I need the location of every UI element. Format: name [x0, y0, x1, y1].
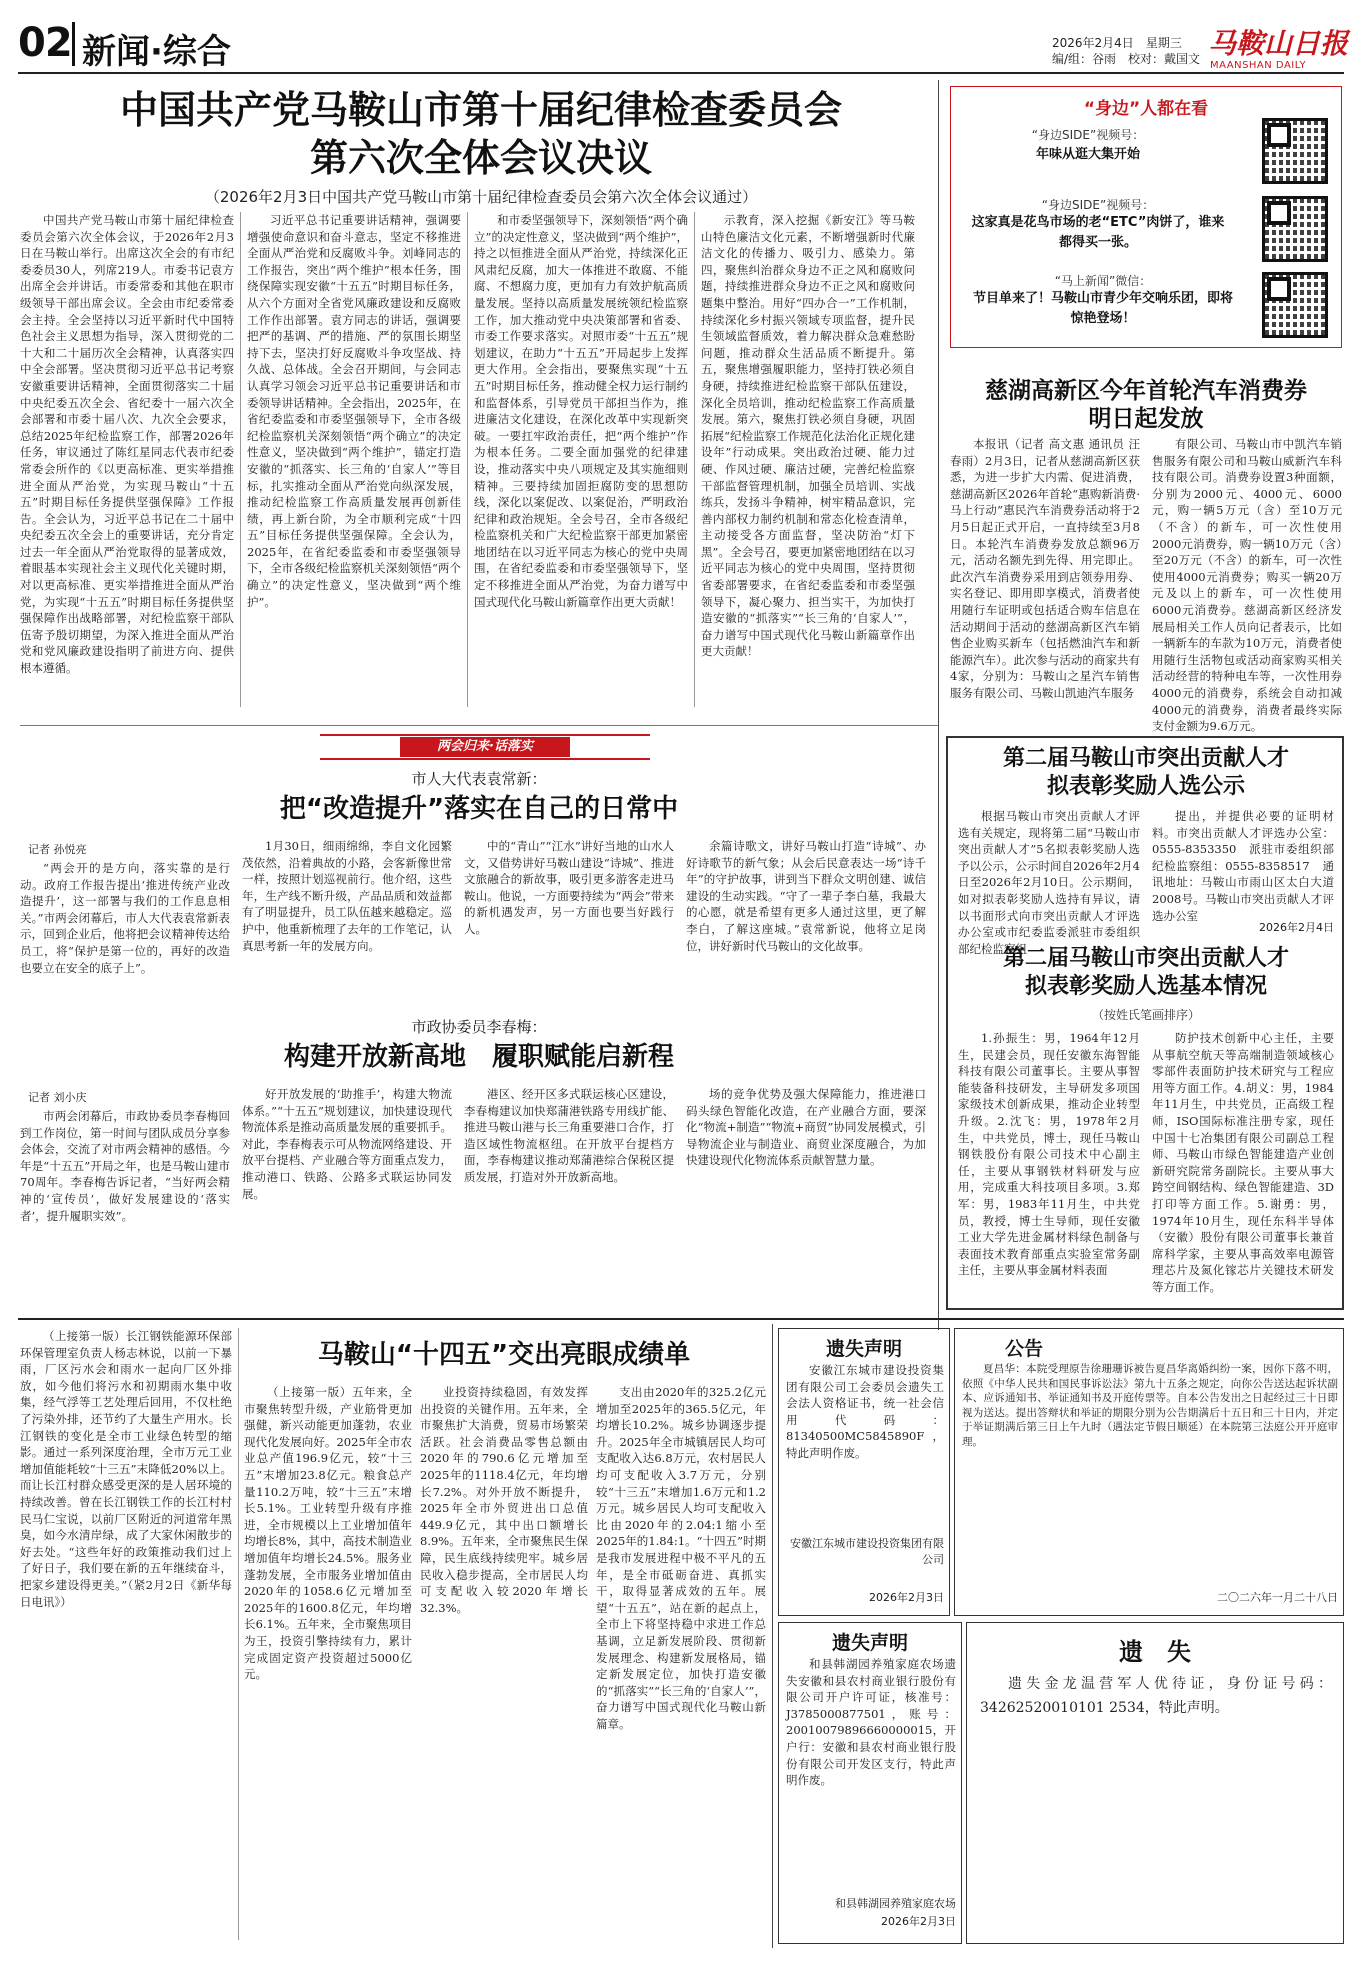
qr-code-icon[interactable] [1262, 196, 1328, 262]
lead-col-2: 习近平总书记重要讲话精神，强调要增强使命意识和奋斗意志，坚定不移推进全面从严治党和反腐败斗争。刘峰同志的工作报告，突出“两个维护”根本任务，围绕保障实现安徽“十五五”时期目标任务，从六个方面对全省党风廉政建设和反腐败工作作出部署。袁方同志的讲话，强调要把严的基调、严的措施、严的氛围长期坚持下去，坚决打好反腐败斗争攻坚战、持久战、总体战。全会召开期间，与会同志认真学习领会习近平总书记重要讲话和市委领导讲话精神。全会指出，2025年，在省纪委监委和市委坚强领导下，全市各级纪检监察机关深刻领悟“两个确立”的决定性意义，坚决做到“两个维护”，锚定打造安徽的“抓落实、长三角的‘自家人’”等目标，扎实推动全面从严治党向纵深发展，推动纪检监察工作高质量发展再创新佳绩，再上新台阶，为全市顺利完成“十四五”目标任务提供坚强保障。全会认为，2025年，在省纪委监委和市委坚强领导下，全市各级纪检监察机关深刻领悟“两个确立”的决定性意义，坚决做到“两个维护”。 [247, 213, 461, 609]
sidebar-item-title: 年味从逛大集开始 [1035, 147, 1140, 162]
lost-notice-1-title: 遗失声明 [825, 1338, 902, 1360]
sidebar-item-label: “身边SIDE”视频号： [1041, 198, 1155, 212]
sidebar-divider [938, 80, 939, 1330]
consumer-headline-2: 明日起发放 [1088, 406, 1204, 432]
feature1-col-4: 余篇诗歌文，讲好马鞍山打造“诗城”、办好诗歌节的新气象；从会后民意表达一场“诗千年”的守护故事，讲到当下群众文明创建、诚信建设的生动实践。“守了一辈子李白墓，我最大的心愿，就是希望有更多人通过这里，更了解李白，了解这座城。”袁常新说，他将立足岗位，讲好新时代马鞍山的文化故事。 [686, 839, 926, 953]
col-divider [772, 1324, 773, 1948]
feature1-col-1: “两会开的是方向，落实靠的是行动。政府工作报告提出‘推进传统产业改造提升’，这一部署与我们的工作息息相关。”市两会闭幕后，市人大代表袁常新表示，回到企业后，他将把会议精神传达给员工，将“保护是第一位的，再好的改造也要立在安全的底子上”。 [20, 861, 230, 975]
feature2-col-2: 好开放发展的‘助推手’，构建大物流体系。”“十五五”规划建议，加快建设现代物流体系是推动高质量发展的重要抓手。对此，李春梅表示可从物流网络建设、开放平台提档、产业融合等方面重点发力，推动港口、铁路、公路多式联运协同发展。 [242, 1087, 452, 1201]
lost-notice-1-sign: 安徽江东城市建设投资集团有限公司 [790, 1537, 944, 1566]
qr-code-icon[interactable] [1262, 272, 1328, 338]
feature2-col-3: 港区、经开区多式联运核心区建设，李春梅建议加快郑蒲港铁路专用线扩能、推进马鞍山港与长三角重要港口合作，打造区域性物流枢纽。在开放平台提档方面，李春梅建议推动郑蒲港综合保税区提质发展，打造对外开放新高地。 [464, 1087, 674, 1184]
fiveyear-left-col: （上接第一版）长江钢铁能源环保部环保管理室负责人杨志林说，以前一下暴雨，厂区污水会和雨水一起向厂区外排放，如今他们将污水和初期雨水集中收集，经气浮等工艺处理后回用，不仅杜绝了污染外排，还节约了大量生产用水。长江钢铁的变化是全市工业绿色转型的缩影。通过一系列深度治理，全市万元工业增加值能耗较“十三五”末降低20%以上。而让长江村群众感受更深的是人居环境的持续改善。曾在长江钢铁工作的长江村村民马仁宝说，以前厂区附近的河道常年黑臭，如今水清岸绿，成了大家休闲散步的好去处。“这些年好的政策推动我们过上了好日子，我们要在新的五年继续奋斗，把家乡建设得更美。”（紧2月2日《新华每日电讯》） [20, 1329, 232, 1609]
page-number: 02 [18, 20, 72, 66]
lost-notice-2-date: 2026年2月3日 [881, 1915, 956, 1928]
feature2-col-1: 市两会闭幕后，市政协委员李春梅回到工作岗位，第一时间与团队成员分享参会体会，交流了对市两会精神的感悟。今年是“十五五”开局之年，也是马鞍山建市70周年。李春梅告诉记者，“当好两会精神的‘宣传员’，做好发展建设的‘落实者’，提升履职实效”。 [20, 1109, 230, 1223]
feature2-reporter: 记者 刘小庆 [28, 1091, 87, 1104]
consumer-col-2: 有限公司、马鞍山市中凯汽车销售服务有限公司和马鞍山威新汽车科技有限公司。消费券设置3种面额，分别为2000元、4000元、6000元，购一辆5万元（含）至10万元（不含）的新车，可一次性使用2000元消费券，购一辆10万元（含）至20万元（不含）的新车，可一次性使用4000元消费券；购买一辆20万元及以上的新车，可一次性使用6000元消费券。慈湖高新区经济发展局相关工作人员向记者表示，比如一辆新车的车款为10万元，消费者使用随行生活物包或活动商家购买相关活动经营的特种电车等，一次性用券4000元的消费券，系统会自动扣减4000元的消费券，消费者最终实际支付金额为9.6万元。 [1152, 437, 1342, 734]
masthead-divider [72, 22, 75, 66]
feature2-col-4: 场的竞争优势及强大保障能力，推进港口码头绿色智能化改造，在产业融合方面，要深化“物流+制造”“物流+商贸”协同发展模式，引导物流企业与制造业、商贸业深度融合，为加快建设现代化物流体系贡献智慧力量。 [686, 1087, 926, 1168]
feature2-kicker: 市政协委员李春梅： [411, 1018, 547, 1036]
talent2-col-1: 1.孙振生：男，1964年12月生，民建会员，现任安徽东海智能科技有限公司董事长。主要从事智能装备科技研发，主导研发多项国家级技术创新成果，推动企业转型升级。2.沈飞：男，1978年2月生，中共党员，博士，现任马鞍山钢铁股份有限公司技术中心副主任，主要从事钢铁材料研发与应用，完成重大科技项目多项。3.郑军：男，1983年11月生，中共党员，教授，博士生导师，现任安徽工业大学先进金属材料绿色制备与表面技术教育部重点实验室常务副主任，主要从事金属材料表面 [958, 1031, 1140, 1278]
talent2-col-2: 防护技术创新中心主任，主要从事航空航天等高端制造领域核心零部件表面防护技术研究与工程应用等方面工作。4.胡义：男，1984年11月生，中共党员，正高级工程师，ISO国际标准注册专家，现任中国十七冶集团有限公司副总工程师、马鞍山市绿色智能建造产业创新研究院常务副院长。主要从事大跨空间钢结构、绿色智能建造、3D打印等方面工作。5.谢勇：男，1974年10月生，现任东科半导体（安徽）股份有限公司董事长兼首席科学家，主要从事高效率电源管理芯片及氮化镓芯片关键技术研发等方面工作。 [1152, 1031, 1334, 1294]
feature1-col-3: 中的“青山”“江水”讲好当地的山水人文，又借势讲好马鞍山建设“诗城”、推进文旅融合的新故事，吸引更多游客走进马鞍山。他说，一方面要持续为“两会”带来的新机遇发声，另一方面也要当好践行人。 [464, 839, 674, 936]
editor-credits: 编/组：谷雨 校对：戴国文 [1052, 52, 1201, 66]
announcement-title: 公告 [1004, 1338, 1043, 1360]
col-divider [694, 212, 695, 707]
lost-notice-3-title: 遗 失 [1119, 1638, 1191, 1666]
qr-code-icon[interactable] [1262, 118, 1328, 184]
fiveyear-col-1: （上接第一版）五年来，全市聚焦转型升级，产业筋骨更加强健，新兴动能更加蓬勃，农业现代化发展向好。2025年全市农业总产值196.9亿元，较“十三五”末增加23.8亿元。粮食总产量110.2万吨，较“十三五”末增长5.1%。工业转型升级有序推进，全市规模以上工业增加值年均增长8%，其中，高技术制造业增加值年均增长24.5%。服务业蓬勃发展，全市服务业增加值由2020年的1058.6亿元增加至2025年的1600.8亿元，年均增长6.1%。五年来，全市聚焦项目为王，投资引擎持续有力，累计完成固定资产投资超过5000亿元。 [244, 1385, 412, 1682]
talent2-headline-1: 第二届马鞍山市突出贡献人才 [1002, 946, 1289, 971]
section-title: 新闻·综合 [82, 32, 231, 72]
announcement-date: 二〇二六年一月二十八日 [1217, 1591, 1338, 1604]
feature1-col-2: 1月30日，细雨绵绵，李自文化园繁茂依然，沿着典故的小路，会客新像世常一样，按照计划巡视前行。他介绍，这些年，生产线不断升级，产品品质和效益都有了明显提升，员工队伍越来越稳定。巡护中，他重新梳理了去年的工作笔记，认真思考新一年的发展方向。 [242, 839, 452, 953]
sidebar-item-title: 这家真是花鸟市场的老“ETC”肉饼了，谁来都得买一张。 [971, 215, 1225, 250]
lost-notice-3-body: 遗失金龙温营军人优待证，身份证号码：34262520010101 2534，特此声明。 [980, 1676, 1332, 1716]
sidebar-item-label: “身边SIDE”视频号： [1031, 128, 1145, 142]
lead-col-4: 示教育，深入挖掘《新安江》等马鞍山特色廉洁文化元素，不断增强新时代廉洁文化的传播力、吸引力、感染力。第四，聚焦纠治群众身边不正之风和腐败问题，持续推进群众身边不正之风和腐败问题集中整治。用好“四办合一”工作机制，持续深化乡村振兴领域专项监督，提升民生领域监督质效，着力解决群众急难愁盼问题，推动群众生活品质不断提升。第五，聚焦增强履职能力，坚持打铁必须自身硬，持续推进纪检监察干部队伍建设，深化全员培训，推动纪检监察工作高质量发展。第六，聚焦打铁必须自身硬，巩固拓展“纪检监察工作规范化法治化正规化建设年”行动成果。突出政治过硬、能力过硬、作风过硬、廉洁过硬，完善纪检监察干部监督管理机制，加强全员培训、实战练兵，发扬斗争精神，树牢精品意识，完善内部权力制约机制和常态化检查清单，主动接受各方面监督，坚决防治“灯下黑”。全会号召，要更加紧密地团结在以习近平同志为核心的党中央周围，坚持贯彻省委部署要求，在省纪委监委和市委坚强领导下，凝心聚力、担当实干，为加快打造安徽的“抓落实”“长三角的‘自家人’”，奋力谱写中国式现代化马鞍山新篇章作出更大贡献！ [701, 213, 915, 659]
lead-headline-line2: 第六次全体会议决议 [309, 136, 652, 180]
col-divider [238, 1328, 239, 1940]
lead-headline-line1: 中国共产党马鞍山市第十届纪律检查委员会 [119, 88, 842, 132]
feature2-headline: 构建开放新高地 履职赋能启新程 [283, 1042, 674, 1072]
newspaper-logo-en: MAANSHAN DAILY [1210, 60, 1307, 71]
feature-banner-label: 两会归来·话落实 [400, 737, 570, 757]
lost-notice-2-sign: 和县韩湖园养殖家庭农场 [835, 1897, 956, 1910]
talent-col-2: 提出，并提供必要的证明材料。市突出贡献人才评选办公室：0555-8353350 派驻市委组织部纪检监察组：0555-8358517 通讯地址：马鞍山市雨山区太白大道2008号。马鞍山市突出贡献人才评选办公室 [1152, 809, 1334, 923]
lost-notice-2-title: 遗失声明 [831, 1632, 908, 1654]
header-rule [18, 72, 1344, 74]
announcement-body: 夏昌华：本院受理原告徐珊珊诉被告夏昌华离婚纠纷一案，因你下落不明，依照《中华人民共和国民事诉讼法》第九十五条之规定，向你公告送达起诉状副本、应诉通知书、举证通知书及开庭传票等。自本公告发出之日起经过三十日即视为送达。提出答辩状和举证的期限分别为公告期满后十五日和三十日内，并定于举证期满后第三日上午九时（遇法定节假日顺延）在本院第三法庭公开开庭审理。 [962, 1363, 1338, 1448]
consumer-col-1: 本报讯（记者 高文惠 通讯员 汪春雨）2月3日，记者从慈湖高新区获悉，为进一步扩大内需、促进消费，慈湖高新区2026年首轮“惠购新消费·马上行动”惠民汽车消费券活动将于2月5日起正式开启，一直持续至3月8日。本轮汽车消费券发放总额96万元，活动名额先到先得、用完即止。此次汽车消费券采用到店领券用券、实名登记、即用即享模式，消费者使用随行车证明或包括适合购车信息在活动期间于活动的慈湖高新区汽车销售企业购买新车（包括燃油汽车和新能源汽车）。此次参与活动的商家共有4家，分别为：马鞍山之星汽车销售服务有限公司、马鞍山凯迪汽车服务 [950, 437, 1140, 700]
newspaper-logo: 马鞍山日报 [1208, 27, 1349, 60]
sidebar-heading: “身边”人都在看 [1083, 99, 1209, 119]
sidebar-item[interactable] [968, 126, 1208, 162]
talent-headline-1: 第二届马鞍山市突出贡献人才 [1002, 746, 1289, 771]
col-divider [467, 212, 468, 707]
section-rule [18, 1318, 1344, 1320]
lead-subtitle: （2026年2月3日中国共产党马鞍山市第十届纪律检查委员会第六次全体会议通过） [204, 188, 758, 206]
sidebar-item-title: 节目单来了！马鞍山市青少年交响乐团，即将惊艳登场！ [972, 291, 1233, 326]
issue-date: 2026年2月4日 星期三 [1052, 36, 1182, 50]
talent-headline-2: 拟表彰奖励人选公示 [1046, 774, 1245, 799]
sidebar-item[interactable] [968, 272, 1238, 329]
lost-notice-1-date: 2026年2月3日 [869, 1591, 944, 1604]
feature1-kicker: 市人大代表袁常新： [411, 770, 547, 788]
talent-date: 2026年2月4日 [1259, 921, 1334, 934]
talent-col-1: 根据马鞍山市突出贡献人才评选有关规定，现将第二届“马鞍山市突出贡献人才”5名拟表彰奖励人选予以公示，公示时间自2026年2月4日至2026年2月10日。公示期间，如对拟表彰奖励人选持有异议，请以书面形式向市突出贡献人才评选办公室或市纪委监委派驻市委组织部纪检监察组 [958, 809, 1140, 956]
talent2-note: （按姓氏笔画排序） [1091, 1008, 1200, 1022]
section-rule [20, 725, 938, 726]
talent2-headline-2: 拟表彰奖励人选基本情况 [1024, 974, 1267, 999]
sidebar-item-label: “马上新闻”微信： [1054, 274, 1152, 288]
fiveyear-col-2: 业投资持续稳固，有效发挥出投资的关键作用。五年来，全市聚焦扩大消费，贸易市场繁荣活跃。社会消费品零售总额由2020年的790.6亿元增加至2025年的1118.4亿元，年均增长7.2%。对外开放不断提升，2025年全市外贸进出口总值449.9亿元，其中出口额增长8.9%。五年来，全市聚焦民生保障，民生底线持续兜牢。城乡居民收入稳步提高，全市居民人均可支配收入较2020年增长32.3%。 [420, 1385, 588, 1615]
col-divider [240, 212, 241, 707]
consumer-headline-1: 慈湖高新区今年首轮汽车消费券 [985, 378, 1307, 404]
fiveyear-headline: 马鞍山“十四五”交出亮眼成绩单 [317, 1340, 691, 1370]
lead-col-3: 和市委坚强领导下，深刻领悟“两个确立”的决定性意义，坚决做到“两个维护”，持之以恒推进全面从严治党，持续深化正风肃纪反腐，加大一体推进不敢腐、不能腐、不想腐力度，更加有力有效护航高质量发展。坚持以高质量发展统领纪检监察工作，加大推动党中央决策部署和省委、市委工作要求落实。对照市委“十五五”规划建议，在助力“十五五”开局起步上发挥更大作用。全会指出，要聚焦实现“十五五”时期目标任务，推动健全权力运行制约和监督体系，引导党员干部担当作为，推进廉洁文化建设，在深化改革中实现新突破。一要扛牢政治责任，把“两个维护”作为根本任务。二要全面加强党的纪律建设，推动落实中央八项规定及其实施细则精神。三要持续加固拒腐防变的思想防线，深化以案促改、以案促治，严明政治纪律和政治规矩。全会号召，全市各级纪检监察机关和广大纪检监察干部更加紧密地团结在以习近平同志为核心的党中央周围，在省纪委监委和市委坚强领导下，坚定不移推进全面从严治党，为奋力谱写中国式现代化马鞍山新篇章作出更大贡献！ [474, 213, 688, 609]
fiveyear-col-3: 支出由2020年的325.2亿元增加至2025年的365.5亿元，年均增长10.2%。城乡协调逐步提升。2025年全市城镇居民人均可支配收入达6.8万元，农村居民人均可支配收入3.7万元，分别较“十三五”末增加1.6万元和1.2万元。城乡居民人均可支配收入比由2020年的2.04:1缩小至2025年的1.84:1。“十四五”时期是我市发展进程中极不平凡的五年，是全市砥砺奋进、真抓实干，取得显著成效的五年。展望“十五五”，站在新的起点上，全市上下将坚持稳中求进工作总基调，立足新发展阶段、贯彻新发展理念、构建新发展格局，锚定新发展定位，加快打造安徽的“抓落实”“长三角的‘自家人’”，奋力谱写中国式现代化马鞍山新篇章。 [596, 1385, 766, 1731]
feature1-headline: 把“改造提升”落实在自己的日常中 [279, 794, 679, 824]
lost-notice-1-body: 安徽江东城市建设投资集团有限公司工会委员会遗失工会法人资格证书，统一社会信用代码：81340500MC5845890F，特此声明作废。 [786, 1363, 944, 1460]
sidebar-item[interactable] [968, 196, 1228, 253]
lost-notice-2-body: 和县韩湖园养殖家庭农场遗失安徽和县农村商业银行股份有限公司开户许可证，核准号：J3785000877501，账号：20010079896660000015，开户行：安徽和县农村商业银行股份有限公司开发区支行，特此声明作废。 [786, 1657, 956, 1788]
lead-col-1: 中国共产党马鞍山市第十届纪律检查委员会第六次全体会议，于2026年2月3日在马鞍山举行。出席这次全会的有市纪委委员30人，列席219人。市委书记袁方出席全会并讲话。市委常委和其他在职市级领导干部出席会议。全会由市纪委常委会主持。全会坚持以习近平新时代中国特色社会主义思想为指导，深入贯彻党的二十大和二十届历次全会精神，认真落实四中全会部署。坚决贯彻习近平总书记考察安徽重要讲话精神，全面贯彻落实二十届中央纪委五次全会、省纪委十一届六次全会部署和市委十届八次、九次全会要求，总结2025年纪检监察工作，部署2026年任务，审议通过了陈红星同志代表市纪委常委会所作的《以更高标准、更实举措推进全面从严治党，为实现马鞍山“十五五”时期目标任务提供坚强保障》工作报告。全会认为，习近平总书记在二十届中央纪委五次全会上的重要讲话，充分肯定过去一年全面从严治党取得的显著成效，着眼基本实现社会主义现代化关键时期，对以更高标准、更实举措推进全面从严治党，为实现“十五五”时期目标任务提供坚强保障作出战略部署，对纪检监察干部队伍寄予殷切期望，为深入推进全面从严治党和党风廉政建设指明了前进方向、提供根本遵循。 [20, 213, 234, 676]
feature1-reporter: 记者 孙悦亮 [28, 843, 87, 856]
